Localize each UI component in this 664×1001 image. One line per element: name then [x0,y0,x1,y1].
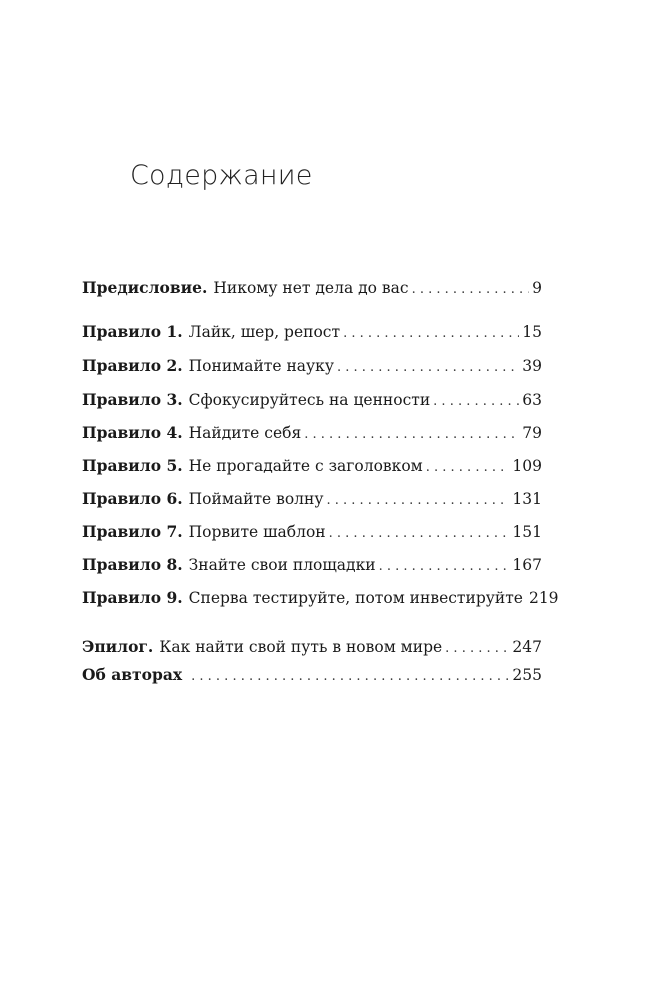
toc-entry-rule-8[interactable] [82,555,542,579]
entry-label: Правило 4. [82,423,183,442]
toc-entry-rule-9[interactable] [82,588,559,612]
dot-leader [426,460,510,475]
entry-title: Понимайте науку [188,357,334,375]
page-number: 79 [522,424,542,442]
toc-entry-epilogue[interactable] [82,637,542,661]
dot-leader [379,559,510,574]
entry-label: Правило 2. [82,356,183,375]
entry-label: Правило 9. [82,588,183,607]
toc-entry-preface[interactable] [82,278,542,302]
page-number: 167 [512,556,542,574]
toc-entry-rule-7[interactable] [82,522,542,546]
page-number: 247 [512,638,542,656]
toc-entry-rule-6[interactable] [82,489,542,513]
dot-leader [326,493,509,508]
entry-label: Правило 7. [82,522,183,541]
entry-title: Лайк, шер, репост [188,323,341,341]
entry-title: Сфокусируйтесь на ценности [188,391,431,409]
entry-label: Правило 5. [82,456,183,475]
page-number: 39 [522,357,542,375]
dot-leader [337,360,519,375]
page-number: 151 [512,523,542,541]
page-number: 109 [512,457,542,475]
entry-label: Предисловие. [82,278,208,297]
toc-entry-rule-5[interactable] [82,456,542,480]
entry-title: Найдите себя [188,424,302,442]
dot-leader [329,526,510,541]
entry-title: Поймайте волну [188,490,324,508]
page-number: 15 [522,323,542,341]
page-number: 9 [532,279,542,297]
entry-title: Порвите шаблон [188,523,326,541]
page-number: 255 [512,666,542,684]
toc-entry-rule-4[interactable] [82,423,542,447]
page-number: 131 [512,490,542,508]
entry-title: Никому нет дела до вас [213,279,409,297]
dot-leader [343,326,519,341]
dot-leader [412,282,530,297]
entry-title: Знайте свои площадки [188,556,376,574]
toc-entry-about-authors[interactable] [82,665,542,689]
entry-title: Сперва тестируйте, потом инвестируйте [188,589,523,607]
entry-label: Правило 6. [82,489,183,508]
page-title: Содержание [130,160,313,191]
dot-leader [433,394,519,409]
entry-label: Правило 3. [82,390,183,409]
dot-leader [191,669,509,684]
toc-entry-rule-2[interactable] [82,356,542,380]
toc-entry-rule-1[interactable] [82,322,542,346]
dot-leader [445,641,509,656]
entry-label: Об авторах [82,665,183,684]
page-number: 63 [522,391,542,409]
entry-label: Правило 8. [82,555,183,574]
entry-label: Правило 1. [82,322,183,341]
dot-leader [304,427,519,442]
entry-title: Не прогадайте с заголовком [188,457,423,475]
entry-title: Как найти свой путь в новом мире [159,638,443,656]
entry-label: Эпилог. [82,637,154,656]
toc-entry-rule-3[interactable] [82,390,542,414]
page-number: 219 [528,589,559,607]
